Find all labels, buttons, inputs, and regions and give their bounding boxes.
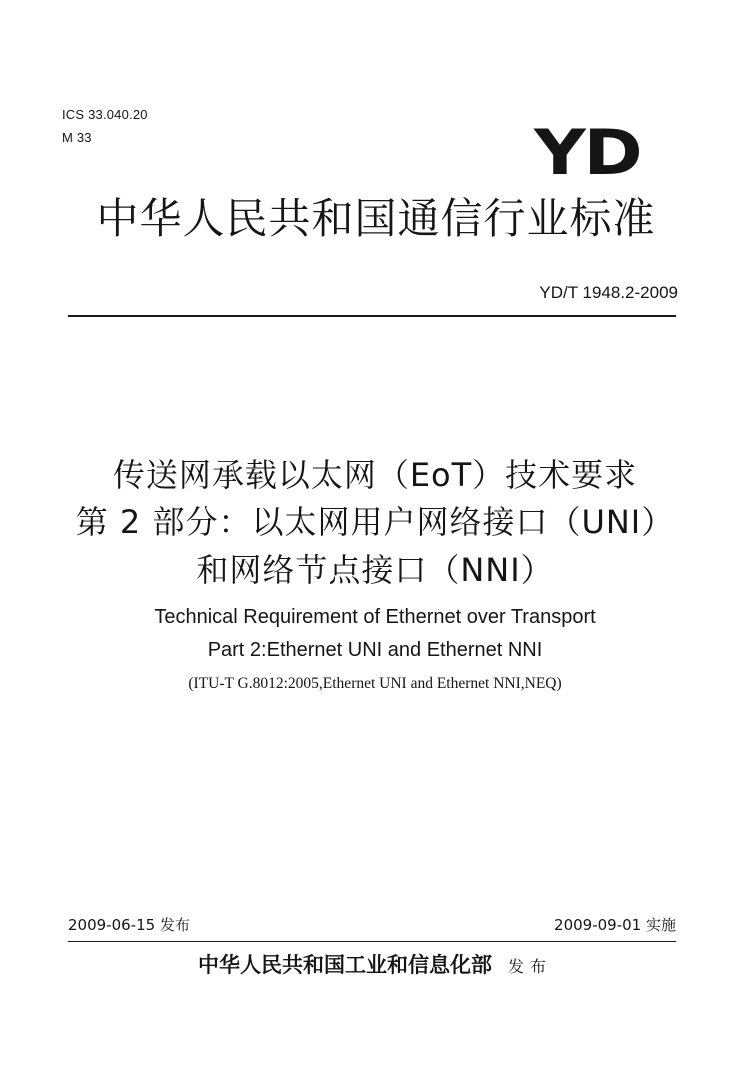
issuer-line [40, 951, 710, 981]
yd-logo: YD [533, 116, 640, 189]
issuer-name: 中华人民共和国工业和信息化部 [197, 952, 492, 977]
standard-number: YD/T 1948.2-2009 [539, 283, 678, 302]
ics-code: ICS 33.040.20 [62, 107, 148, 122]
title-cn-line-2: 第 2 部分：以太网用户网络接口（UNI） [75, 503, 675, 541]
title-cn-line-1: 传送网承载以太网（EoT）技术要求 [112, 456, 638, 494]
implementation-date: 2009-09-01 实施 [554, 916, 676, 934]
issuer-action: 发布 [507, 957, 552, 976]
ccs-code: M 33 [62, 130, 92, 145]
title-reference: (ITU-T G.8012:2005,Ethernet UNI and Ethernet NNI,NEQ) [188, 675, 562, 692]
title-cn-line-3: 和网络节点接口（NNI） [196, 551, 554, 589]
title-en-line-2: Part 2:Ethernet UNI and Ethernet NNI [207, 639, 543, 661]
bottom-divider [68, 941, 676, 942]
top-divider [68, 315, 676, 317]
standard-class-title: 中华人民共和国通信行业标准 [96, 194, 656, 243]
title-en-line-1: Technical Requirement of Ethernet over Transport [154, 606, 596, 628]
issue-date: 2009-06-15 发布 [68, 916, 190, 934]
